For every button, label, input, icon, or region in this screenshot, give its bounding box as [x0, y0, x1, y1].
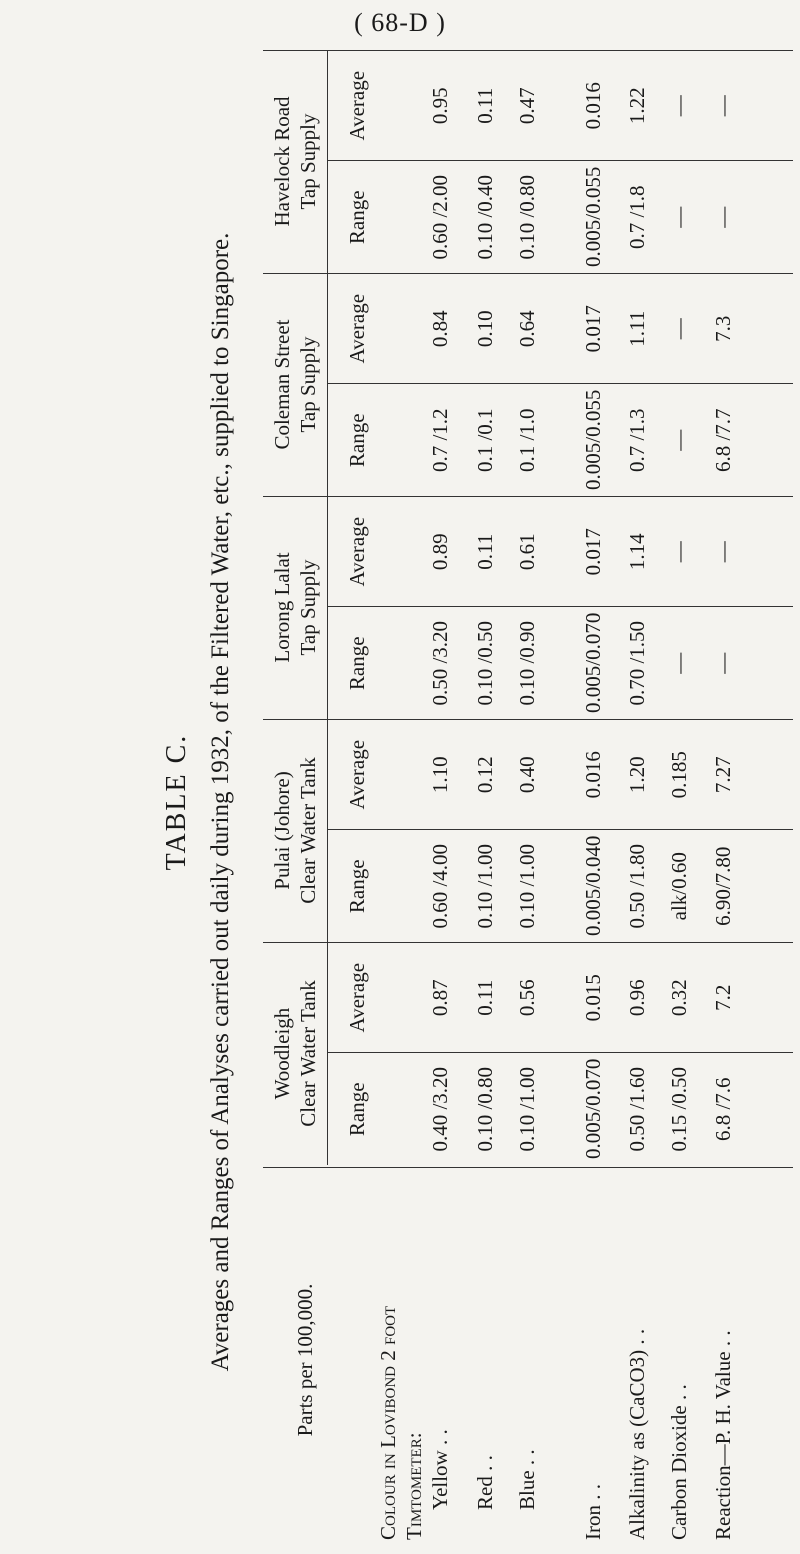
- range-cell: 0.1 /0.1: [473, 408, 497, 473]
- average-cell: 0.47: [515, 87, 539, 125]
- average-cell: 7.3: [711, 315, 735, 342]
- row-label: Reaction—P. H. Value . .: [711, 1330, 735, 1540]
- site-source: Tap Supply: [296, 336, 320, 433]
- range-header: Range: [345, 636, 369, 691]
- site-title: [269, 273, 321, 496]
- site-name: Woodleigh: [270, 1007, 294, 1100]
- header-rule: [327, 942, 328, 1165]
- average-cell: 1.11: [625, 310, 649, 347]
- site-title: [269, 50, 321, 273]
- row-label-column: [263, 1170, 793, 1550]
- range-cell: —: [711, 206, 735, 228]
- range-cell: —: [667, 206, 691, 228]
- range-cell: alk/0.60: [667, 852, 691, 921]
- site-title: [269, 496, 321, 719]
- range-cell: 0.10 /0.80: [473, 1066, 497, 1152]
- colour-header: Colour in Lovibond 2 foot Timtometer:: [376, 1305, 426, 1540]
- site-group: [263, 719, 793, 942]
- range-header: Range: [345, 859, 369, 914]
- column-divider: [263, 496, 793, 497]
- average-cell: 0.32: [667, 979, 691, 1017]
- average-cell: —: [667, 95, 691, 117]
- range-cell: 0.10 /0.90: [515, 620, 539, 706]
- average-cell: 0.185: [667, 751, 691, 799]
- average-header: Average: [345, 516, 369, 587]
- column-divider: [327, 830, 793, 831]
- range-cell: 0.005/0.070: [581, 612, 605, 713]
- average-cell: 1.22: [625, 87, 649, 125]
- average-header: Average: [345, 739, 369, 810]
- site-title: [269, 942, 321, 1165]
- average-cell: 0.12: [473, 756, 497, 794]
- column-divider: [263, 50, 793, 51]
- site-name: Lorong Lalat: [270, 552, 294, 663]
- range-cell: 0.005/0.040: [581, 835, 605, 936]
- site-source: Tap Supply: [296, 113, 320, 210]
- average-cell: 0.10: [473, 310, 497, 348]
- range-cell: 0.15 /0.50: [667, 1066, 691, 1152]
- average-cell: 0.96: [625, 979, 649, 1017]
- range-cell: 0.10 /0.40: [473, 174, 497, 260]
- range-cell: 0.005/0.055: [581, 389, 605, 490]
- average-header: Average: [345, 70, 369, 141]
- average-cell: 1.10: [428, 756, 452, 794]
- range-cell: 0.40 /3.20: [428, 1066, 452, 1152]
- column-divider: [327, 1053, 793, 1054]
- average-cell: 0.87: [428, 979, 452, 1017]
- column-divider: [263, 942, 793, 943]
- column-divider: [327, 607, 793, 608]
- column-divider: [263, 719, 793, 720]
- average-cell: 0.56: [515, 979, 539, 1017]
- average-header: Average: [345, 962, 369, 1033]
- page-number: ( 68-D ): [354, 8, 446, 37]
- site-name: Pulai (Johore): [270, 771, 294, 890]
- range-cell: 0.10 /0.50: [473, 620, 497, 706]
- site-name: Coleman Street: [270, 319, 294, 450]
- table-title: Averages and Ranges of Analyses carried out daily during 1932, of the Filtered Water, etc., supplied to Singapore.: [207, 232, 234, 1372]
- average-cell: 0.017: [581, 305, 605, 353]
- row-label: Blue . .: [515, 1449, 539, 1510]
- row-label: Iron . .: [581, 1484, 605, 1540]
- row-label: Red . .: [473, 1455, 497, 1510]
- average-cell: —: [711, 541, 735, 563]
- average-cell: 1.20: [625, 756, 649, 794]
- average-cell: 0.84: [428, 310, 452, 348]
- range-cell: 0.1 /1.0: [515, 408, 539, 473]
- average-cell: 0.64: [515, 310, 539, 348]
- range-cell: —: [667, 652, 691, 674]
- range-cell: —: [667, 429, 691, 451]
- site-source: Tap Supply: [296, 559, 320, 656]
- column-divider: [263, 1167, 793, 1168]
- range-header: Range: [345, 190, 369, 245]
- row-label: Yellow . .: [428, 1429, 452, 1510]
- range-header: Range: [345, 413, 369, 468]
- range-cell: 0.60 /4.00: [428, 843, 452, 929]
- units-label: Parts per 100,000.: [293, 1283, 317, 1437]
- range-cell: 0.60 /2.00: [428, 174, 452, 260]
- column-divider: [327, 161, 793, 162]
- range-cell: 0.005/0.070: [581, 1058, 605, 1159]
- range-cell: 0.10 /0.80: [515, 174, 539, 260]
- site-title: [269, 719, 321, 942]
- range-cell: 0.50 /3.20: [428, 620, 452, 706]
- header-rule: [327, 273, 328, 496]
- range-cell: 0.7 /1.3: [625, 408, 649, 473]
- analysis-table: [263, 50, 793, 1550]
- range-cell: 0.50 /1.80: [625, 843, 649, 929]
- average-cell: 0.016: [581, 82, 605, 130]
- range-header: Range: [345, 1082, 369, 1137]
- average-cell: —: [667, 541, 691, 563]
- site-group: [263, 942, 793, 1165]
- average-cell: —: [667, 318, 691, 340]
- average-cell: 7.27: [711, 756, 735, 794]
- average-cell: 0.61: [515, 533, 539, 571]
- range-cell: 0.50 /1.60: [625, 1066, 649, 1152]
- row-label: Alkalinity as (CaCO3) . .: [625, 1328, 649, 1540]
- average-cell: 0.11: [473, 533, 497, 570]
- site-source: Clear Water Tank: [296, 980, 320, 1127]
- average-cell: 0.89: [428, 533, 452, 571]
- range-cell: 6.8 /7.6: [711, 1077, 735, 1142]
- average-cell: —: [711, 95, 735, 117]
- column-divider: [263, 273, 793, 274]
- site-group: [263, 273, 793, 496]
- header-rule: [327, 719, 328, 942]
- range-cell: 6.8 /7.7: [711, 408, 735, 473]
- range-cell: —: [711, 652, 735, 674]
- column-divider: [327, 384, 793, 385]
- site-name: Havelock Road: [270, 96, 294, 227]
- range-cell: 0.10 /1.00: [515, 1066, 539, 1152]
- range-cell: 0.10 /1.00: [515, 843, 539, 929]
- row-label: Carbon Dioxide . .: [667, 1384, 691, 1540]
- table-caption: [160, 52, 240, 1552]
- site-group: [263, 496, 793, 719]
- average-cell: 0.40: [515, 756, 539, 794]
- range-cell: 0.70 /1.50: [625, 620, 649, 706]
- average-cell: 0.017: [581, 528, 605, 576]
- range-cell: 0.005/0.055: [581, 166, 605, 267]
- average-cell: 0.015: [581, 974, 605, 1022]
- range-cell: 0.10 /1.00: [473, 843, 497, 929]
- site-group: [263, 50, 793, 273]
- average-header: Average: [345, 293, 369, 364]
- site-source: Clear Water Tank: [296, 757, 320, 904]
- table-label: TABLE C.: [161, 733, 192, 871]
- average-cell: 0.11: [473, 979, 497, 1016]
- range-cell: 0.7 /1.2: [428, 408, 452, 473]
- average-cell: 0.95: [428, 87, 452, 125]
- average-cell: 1.14: [625, 533, 649, 571]
- average-cell: 0.016: [581, 751, 605, 799]
- average-cell: 0.11: [473, 87, 497, 124]
- header-rule: [327, 50, 328, 273]
- range-cell: 6.90/7.80: [711, 846, 735, 926]
- header-rule: [327, 496, 328, 719]
- range-cell: 0.7 /1.8: [625, 185, 649, 250]
- average-cell: 7.2: [711, 984, 735, 1011]
